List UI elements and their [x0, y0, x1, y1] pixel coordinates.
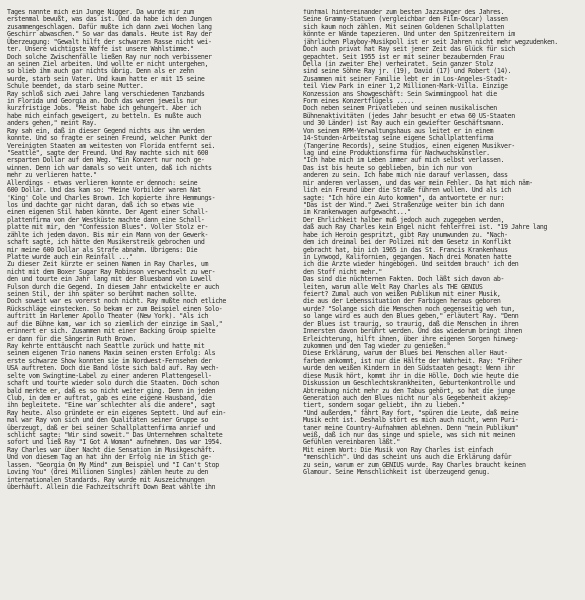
- right-text-column: fünfmal hintereinander zum besten Jazzsänger des Jahres. Seine Grammy-Statuen (vergleichbar dem Film-Oscar) lassen sich kaum noch zählen. Mit seinen Goldenen Schallplatten könnte er Wände tapezieren. Und unter den Spitzenreitern im jährlichen Playboy-Musikpoll ist er seit Jahren nicht mehr wegzudenken. Doch auch privat hat Ray seit jener Zeit das Glück für sich gepachtet. Seit 1955 ist er mit seiner bezaubernden Frau Della (in zweiter Ehe) verheiratet. Sein ganzer Stolz sind seine Söhne Ray jr. (19), David (17) und Robert (14). Zusammen mit seiner Familie lebt er im Los-Angeles-Stadt- teil View Park in einer 1,2 Millionen-Mark-Villa. Einzige Konzession ans Showgeschäft: Sein Swimmingpool hat die Form eines Konzertflügels ..... Doch neben seinem Privatleben und seinen musikalischen Bühnenaktivitäten (jedes Jahr besucht er etwa 60 US-Staaten und 30 Länder) ist Ray auch ein gewiefter Geschäftsmann. Von seinem RPM-Verwaltungshaus aus leitet er in einem 14-Stunden-Arbeitstag seine eigene Schallplattenfirma (Tangerine Records), seine Studios, einen eigenen Musikver- lag und eine Produktionsfirma für Nachwuchskünstler. "Ich habe mich im Leben immer auf mich selbst verlassen. Das ist bis heute so geblieben, bin ich nur von anderen zu sein. Ich habe mich nie darauf verlassen, dass mir anderen verlassen, und das war mein Fehler. Da hat mich näm- lich ein Freund über die Straße führen wollen. Und als ich sagte: "Ich höre ein Auto kommen", da antwortete er nur: "Das ist der Wind." Zwei Straßenzüge weiter bin ich dann im Krankenwagen aufgewacht..." Der Ehrlichkeit halber muß jedoch auch zugegeben werden, daß auch Ray Charles kein Engel nicht fehlerfrei ist. "19 Jahre lang habe ich Heroin gespritzt, gibt Ray unumwunden zu. "Nach- dem ich dreimal bei der Polizei mit dem Gesetz in Konflikt gebracht hat, bin ich 1965 in das St. Francis Krankenhaus in Lynwood, Kalifornien, gegangen. Nach drei Monaten hatte ich die Ärzte wieder hingebogen. Und seitdem brauch' ich den den Stoff nicht mehr." Das sind die nüchternen Fakten. Doch läßt sich davon ab- leiten, warum alle Welt Ray Charles als THE GENIUS feiert? Zumal auch von weißen Publikum mit einer Musik, die aus der Lebenssituation der Farbigen heraus geboren wurde? "Solange sich die Menschen noch gegenseitig weh tun, so lange wird es auch den Blues geben," erläutert Ray. "Denn der Blues ist traurig, so traurig, daß die Menschen in ihren Innersten davon berührt werden. Und das wiederum bringt ihnen Erleichterung, hilft ihnen, über ihre eigenen Sorgen hinweg- zukommen und den Tag wieder zu genießen." Diese Erklärung, warum der Blues bei Menschen aller Haut- farben ankommt, ist nur die Hälfte der Wahrheit. Ray: "Früher wurde den weißen Kindern in den Südstaaten gesagt: Wenn ihr diese Musik hört, kommt ihr in die Hölle. Doch wie heute die Diskussion um Geschlechtskrankheiten, Geburtenkontrolle und Abtreibung nicht mehr zu den Tabus gehört, so hat die junge Generation auch den Blues nicht nur als Gegebenheit akzep- tiert, sondern sogar geliebt, ihn zu lieben." "Und außerdem," fährt Ray fort, "spüren die Leute, daß meine Musik echt ist. Deshalb stört es mich auch nicht, wenn Puri- taner meine Country-Aufnahmen ablehnen. Denn "mein Publikum" weiß, daß ich nur das singe und spiele, was sich mit meinen Gefühlen vereinbaren läßt." Mit einem Wort: Die Musik von Ray Charles ist einfach "menschlich". Und das scheint uns auch die Erklärung dafür zu sein, warum er zum GENIUS wurde. Ray Charles braucht keinen Glamour. Seine Menschlichkeit ist überzeugend genug.: [303, 9, 558, 477]
- left-text-column: Tages nannte mich ein Junge Nigger. Da wurde mir zum erstenmal bewußt, was das ist. Und da habe ich den Jungen zusammengeschlagen. Dafür mußte ich dann zwei Wochen lang Geschirr abwaschen." So war das damals. Heute ist Ray der Überzeugung: "Gewalt hilft der schwarzen Rasse nicht wei- ter. Unsere wichtigste Waffe ist unsere Wahlstimme." Doch solche Zwischenfälle ließen Ray nur noch verbissener an seinen Ziel arbeiten. Und wollte er nicht untergehen, so blieb ihm auch gar nichts übrig. Denn als er zehn wurde, starb sein Vater. Und kaum hatte er mit 15 seine Schule beendet, da starb seine Mutter. Ray schloß sich zwei Jahre lang verschiedenen Tanzbands in Florida und Georgia an. Doch das waren jeweils nur kurzfristige Jobs. "Meist habe ich gehungert. Aber ich habe mich einfach geweigert, zu betteln. Es mußte auch anders gehen," meint Ray. Ray sah ein, daß in dieser Gegend nichts aus ihm werden konnte. Und so fragte er seinen Freund, welcher Punkt der Vereinigten Staaten am weitesten von Florida entfernt sei. "Seattle", sagte der Freund. Und Ray machte sich mit 600 ersparten Dollar auf den Weg. "Ein Konzert nur noch ge- winnen. Denn ich war damals so weit unten, daß ich nichts mehr zu verlieren hatte." Allerdings - etwas verlieren konnte er dennoch: seine 600 Dollar. Und das kam so: "Meine Vorbilder waren Nat 'King' Cole und Charles Brown. Ich kopierte ihre Hemmungs- los und dachte gar nicht daran, daß ich so etwas wie einen eigenen Stil haben könnte. Der Agent einer Schall- plattenfirma von der Westküste machte dann eine Schall- platte mit mir, den "Confession Blues". Voller Stolz er- zählte ich jedem davon. Bis mir ein Mann von der Gewerk- schaft sagte, ich hätte den Musikerstreik gebrochen und mir meine 600 Dollar als Strafe abnahm. Übrigens: Die Platte wurde auch ein Reinfall ..." Zu dieser Zeit kürzte er seinen Namen in Ray Charles, um nicht mit dem Boxer Sugar Ray Robinson verwechselt zu wer- den und tourte ein Jahr lang mit der Bluesband von Lowell Fulson durch die Gegend. In diesem Jahr entwickelte er auch seinen Stil, der ihn später so berühmt machen sollte. Doch soweit war es vorerst noch nicht. Ray mußte noch etliche Rückschläge einstecken. So bekam er zum Beispiel einen Solo- auftritt im Harlemer Apollo Theater (New York). "Als ich auf die Bühne kam, war ich so ziemlich der einzige im Saal," erinnert er sich. Zusammen mit einer Backing Group spielte er dann für die Sängerin Ruth Brown. Ray kehrte enttäuscht nach Seattle zurück und hatte mit seinem eigenen Trio namens Maxim seinen ersten Erfolg: Als erste schwarze Show konnten sie im Nordwest-Fernsehen der USA auftreten. Doch die Band löste sich bald auf. Ray wech- selte vom Swingtime-Label zu einer anderen Plattengesell- schaft und tourte wieder solo durch die Staaten. Doch schon bald merkte er, daß es so nicht weiter ging. Denn in jeden Club, in dem er auftrat, gab es eine eigene Hausband, die ihn begleitete. "Eine war schlechter als die andere", sagt Ray heute. Also gründete er ein eigenes Septett. Und auf ein- mal war Ray von sich und den Qualitäten seiner Gruppe so überzeugt, daß er bei seiner Schallplattenfirma anrief und schlicht sagte: "Wir sind soweit." Das Unternehmen schaltete sofort und ließ Ray "I Got A Woman" aufnehmen. Das war 1954. Ray Charles war über Nacht die Sensation im Musikgeschäft. Und von diesem Tag an hat ihn der Erfolg nie im Stich ge- lassen. "Georgia On My Mind" zum Beispiel und "I Can't Stop Loving You" (drei Millionen Singles) zählen heute zu den internationalen Standards. Ray wurde mit Auszeichnungen überhäuft. Allein die Fachzeitschrift Down Beat wählte ihn: [7, 9, 226, 491]
